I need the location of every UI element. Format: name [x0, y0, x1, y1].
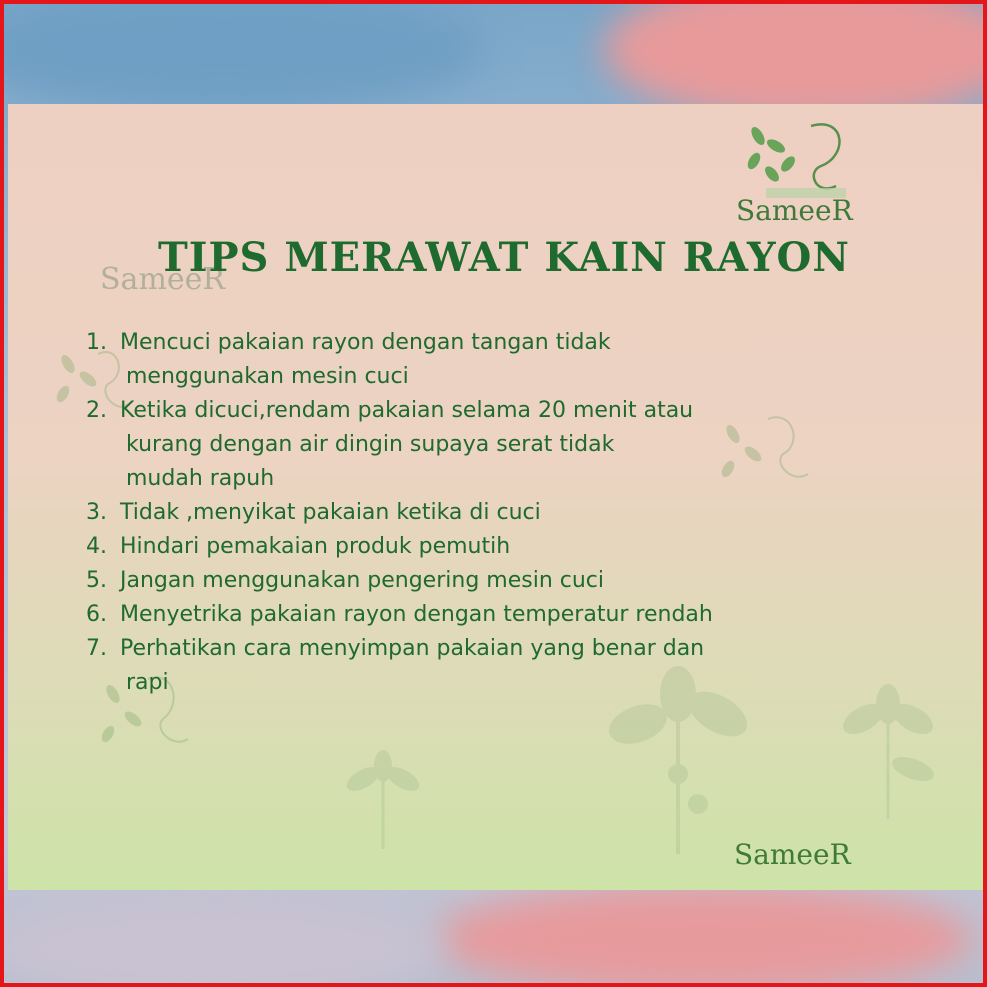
brand-watermark: SameeR: [100, 262, 225, 297]
cloud-top-left: [0, 0, 484, 114]
tip-number: 2.: [86, 398, 107, 423]
tip-number: 1.: [86, 330, 107, 355]
tip-item: [86, 632, 906, 666]
tip-number: 6.: [86, 602, 107, 627]
tips-list: [86, 326, 906, 700]
flower-watermark-icon: [328, 744, 438, 854]
tip-item: [86, 564, 906, 598]
tip-text: Ketika dicuci,rendam pakaian selama 20 menit atau: [120, 398, 694, 423]
tip-item-continuation: [86, 360, 906, 394]
tip-number: 3.: [86, 500, 107, 525]
tip-item-continuation: [86, 666, 906, 700]
tips-card: [8, 104, 987, 890]
tip-item: [86, 496, 906, 530]
tip-text: menggunakan mesin cuci: [126, 364, 409, 389]
tip-text: Menyetrika pakaian rayon dengan temperatur rendah: [120, 602, 713, 627]
tip-text: Mencuci pakaian rayon dengan tangan tidak: [120, 330, 611, 355]
tip-number: 7.: [86, 636, 107, 661]
tip-item-continuation: [86, 428, 906, 462]
tip-text: Perhatikan cara menyimpan pakaian yang benar dan: [120, 636, 705, 661]
tip-item: [86, 326, 906, 360]
tip-text: rapi: [126, 670, 169, 695]
tip-item: [86, 530, 906, 564]
tip-text: Tidak ,menyikat pakaian ketika di cuci: [120, 500, 541, 525]
page-title: TIPS MERAWAT KAIN RAYON: [158, 234, 850, 281]
cloud-bottom-left: [0, 894, 444, 987]
cloud-bottom-pink: [434, 884, 974, 987]
tip-text: kurang dengan air dingin supaya serat tidak: [126, 432, 615, 457]
tip-item: [86, 394, 906, 428]
brand-logo-bottom: SameeR: [734, 838, 851, 871]
leaf-logo-icon: [736, 116, 856, 206]
brand-logo-top: SameeR: [736, 194, 853, 227]
tip-text: Hindari pemakaian produk pemutih: [120, 534, 511, 559]
tip-item: [86, 598, 906, 632]
tip-number: 5.: [86, 568, 107, 593]
tip-number: 4.: [86, 534, 107, 559]
tip-item-continuation: [86, 462, 906, 496]
tip-text: mudah rapuh: [126, 466, 275, 491]
tip-text: Jangan menggunakan pengering mesin cuci: [120, 568, 604, 593]
